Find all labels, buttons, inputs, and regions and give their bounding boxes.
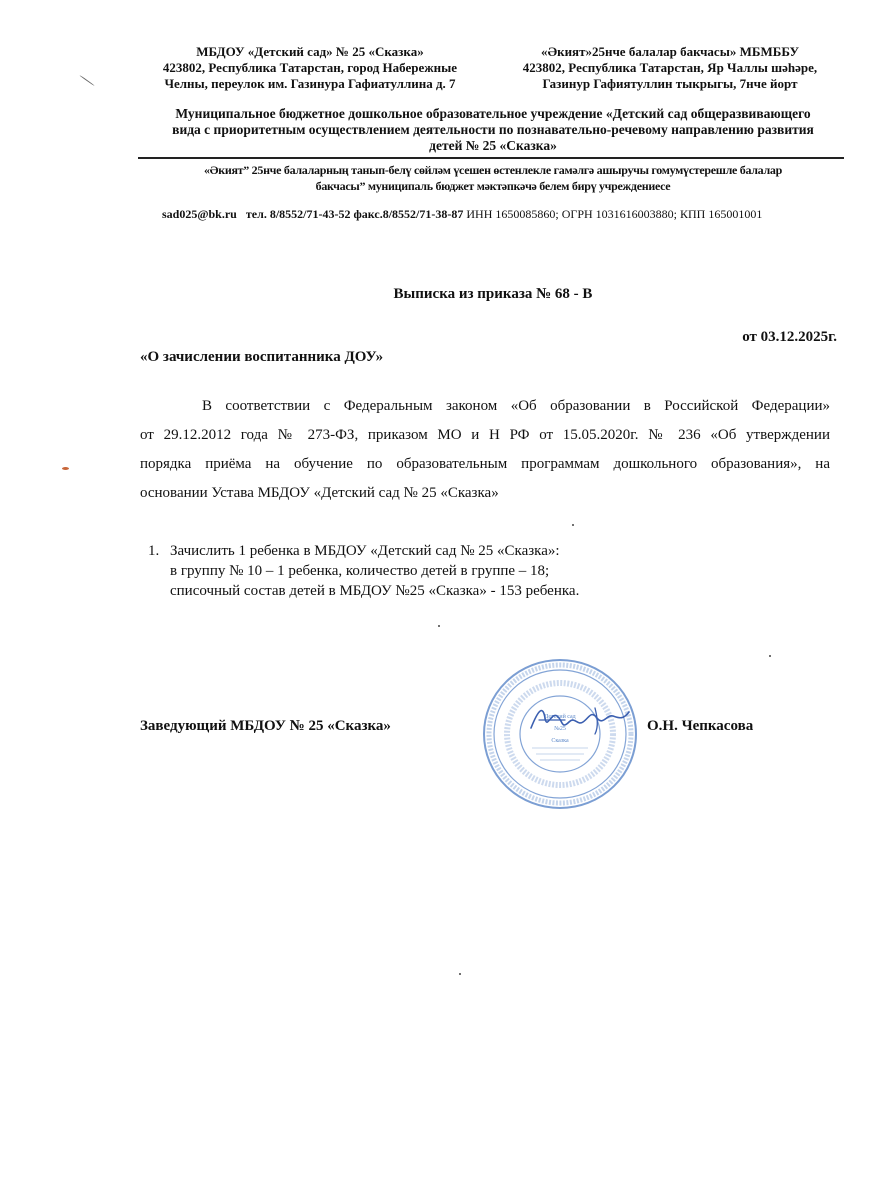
header-right-block <box>500 44 840 92</box>
header-left-line: МБДОУ «Детский сад» № 25 «Сказка» <box>196 44 424 59</box>
document-title: Выписка из приказа № 68 - В <box>393 286 593 302</box>
signatory-name: О.Н. Чепкасова <box>647 718 754 734</box>
scan-speck <box>769 655 771 657</box>
scan-speck <box>79 75 94 86</box>
list-item <box>170 541 579 601</box>
organization-line: детей № 25 «Сказка» <box>429 138 557 153</box>
header-left-line: Челны, переулок им. Газинура Гафиатуллина д. 7 <box>164 76 456 91</box>
list-item-line: списочный состав детей в МБДОУ №25 «Сказка» - 153 ребенка. <box>170 583 580 599</box>
contact-email: sad025@bk.ru <box>162 207 237 221</box>
body-line: порядка приёма на обучение по образовательным программам дошкольного образования», на <box>140 456 830 472</box>
organization-tatar-line: бакчасы” муниципаль бюджет мәктәпкәчә белем бирү учреждениесе <box>315 179 671 193</box>
body-line: от 29.12.2012 года № 273-ФЗ, приказом МО и Н РФ от 15.05.2020г. № 236 «Об утверждении <box>140 427 830 443</box>
scan-speck <box>438 625 440 627</box>
organization-tatar-line: «Әкият” 25нче балаларның танып-белү сөйләм үсешен өстенлекле гамәлгә ашыручы гомумүстерешле балалар <box>203 163 782 177</box>
handwritten-signature-icon <box>525 700 635 740</box>
header-left-block <box>140 44 480 92</box>
organization-tatar-name <box>140 162 846 194</box>
contact-phones: тел. 8/8552/71-43-52 факс.8/8552/71-38-87 <box>245 207 464 221</box>
organization-line: Муниципальное бюджетное дошкольное образовательное учреждение «Детский сад общеразвивающего <box>175 106 811 121</box>
scan-speck <box>62 467 69 470</box>
scan-speck <box>459 973 461 975</box>
scan-speck <box>572 524 574 526</box>
contact-requisites: ИНН 1650085860; ОГРН 1031616003880; КПП 165001001 <box>466 207 763 221</box>
header-divider <box>138 157 844 159</box>
stamp-text: Сказка <box>551 738 569 744</box>
header-right-line: Газинур Гафиятуллин тыкрыгы, 7нче йорт <box>542 76 798 91</box>
document-body <box>140 392 830 508</box>
document-subject: «О зачислении воспитанника ДОУ» <box>140 349 384 365</box>
document-date: от 03.12.2025г. <box>742 329 837 345</box>
list-item-number: 1. <box>148 543 160 559</box>
list-item-line: в группу № 10 – 1 ребенка, количество детей в группе – 18; <box>170 563 550 579</box>
signatory-role: Заведующий МБДОУ № 25 «Сказка» <box>140 718 391 734</box>
header-right-line: 423802, Республика Татарстан, Яр Чаллы шәһәре, <box>522 60 818 75</box>
stamp-text: №25 <box>554 726 566 732</box>
organization-line: вида с приоритетным осуществлением деятельности по познавательно-речевому направлению развития <box>172 122 814 137</box>
body-line: основании Устава МБДОУ «Детский сад № 25 «Сказка» <box>140 485 499 501</box>
contacts-line <box>162 206 852 222</box>
organization-full-name <box>140 106 846 154</box>
list-item-line: Зачислить 1 ребенка в МБДОУ «Детский сад № 25 «Сказка»: <box>170 543 560 559</box>
header-left-line: 423802, Республика Татарстан, город Набережные <box>162 60 458 75</box>
header-right-line: «Әкият»25нче балалар бакчасы» МБМББУ <box>540 44 800 59</box>
body-line: В соответствии с Федеральным законом «Об образовании в Российской Федерации» <box>202 398 830 414</box>
stamp-text: Детский сад <box>544 714 576 720</box>
